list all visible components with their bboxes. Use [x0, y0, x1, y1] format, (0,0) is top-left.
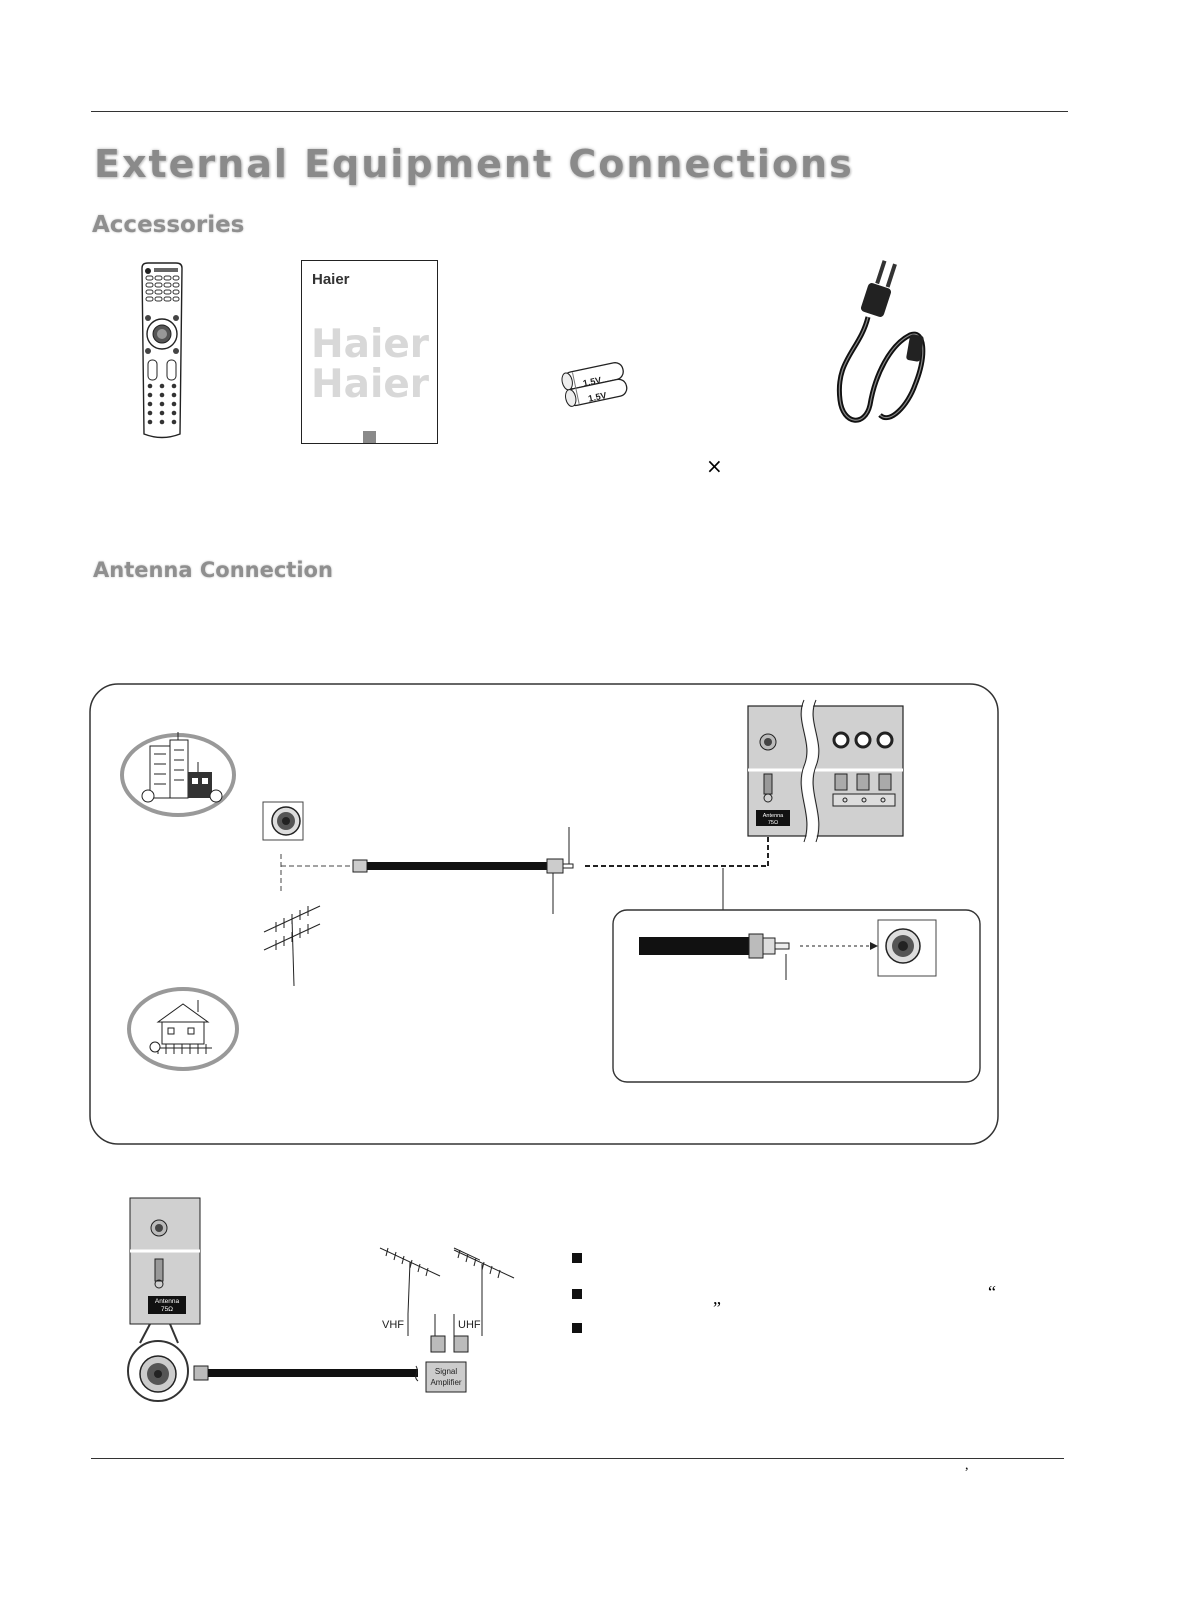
- vhf-label: VHF: [382, 1319, 404, 1331]
- open-quote-mark: “: [988, 1282, 996, 1302]
- owners-manual-illustration: [301, 260, 438, 444]
- page-title: External Equipment Connections: [94, 142, 854, 186]
- amp-jack-label-2: 75Ω: [160, 1306, 174, 1313]
- amp-jack-label-1: Antenna: [154, 1298, 180, 1305]
- bullet-3: [572, 1323, 582, 1333]
- manual-logo-block: [363, 431, 376, 443]
- power-cord-illustration: [830, 255, 935, 430]
- manual-brand-large-1: Haier: [311, 322, 430, 367]
- bullet-1: [572, 1253, 582, 1263]
- battery-label-2: 1.5V: [587, 390, 608, 404]
- batteries-illustration: [556, 362, 636, 412]
- tv-jack-label-1: Antenna: [762, 813, 784, 819]
- manual-brand-small: Haier: [312, 271, 350, 288]
- footer-rule: [91, 1458, 1064, 1459]
- house-icon: [129, 989, 237, 1069]
- battery-quantity-multiply: ×: [706, 454, 723, 478]
- connector-detail-box: [613, 910, 980, 1082]
- amp-label-1: Signal: [434, 1367, 458, 1376]
- antenna-connection-diagram: [88, 682, 1001, 1148]
- accessories-heading: Accessories: [92, 212, 245, 238]
- close-quote-mark: ”: [713, 1298, 721, 1318]
- uhf-antenna-group: [376, 1240, 526, 1400]
- battery-label-1: 1.5V: [581, 374, 603, 389]
- wall-outlet-icon: [263, 802, 303, 840]
- header-rule: [91, 111, 1068, 112]
- bullet-2: [572, 1289, 582, 1299]
- footer-comma-mark: ,: [965, 1458, 969, 1473]
- remote-control-illustration: [138, 262, 186, 442]
- antenna-connection-heading: Antenna Connection: [93, 558, 333, 582]
- tv-rear-panel: [748, 700, 903, 842]
- amp-label-2: Amplifier: [430, 1378, 462, 1387]
- tv-jack-label-2: 75Ω: [767, 820, 779, 826]
- apartment-building-icon: [122, 732, 234, 815]
- manual-brand-large-2: Haier: [311, 362, 430, 407]
- uhf-label: UHF: [458, 1319, 481, 1331]
